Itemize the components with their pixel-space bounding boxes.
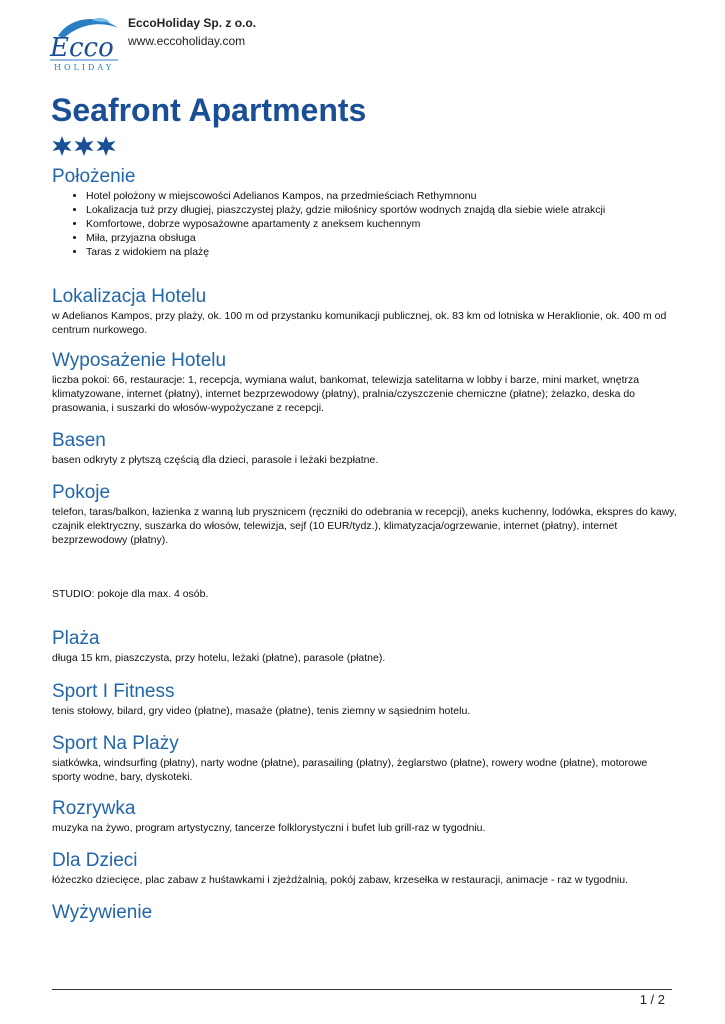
section-heading: Pokoje (52, 482, 111, 503)
svg-text:HOLIDAY: HOLIDAY (54, 63, 115, 72)
highlights-list (52, 189, 677, 259)
list-item: • Lokalizacja tuż przy długiej, piaszczystej plaży, gdzie miłośnicy sportów wodnych znajdą dla siebie wiele atrakcji (86, 203, 677, 217)
list-item: • Taras z widokiem na plażę (86, 245, 677, 259)
section-sport-plaza (52, 732, 677, 784)
section-basen (52, 429, 677, 467)
footer-divider (52, 989, 672, 990)
company-name: EccoHoliday Sp. z o.o. (128, 16, 257, 30)
section-wyposazenie (52, 349, 677, 415)
section-text: łóżeczko dziecięce, plac zabaw z huśtawkami i zjeżdżalnią, pokój zabaw, krzesełka w restauracji, animacje - raz w tygodniu. (52, 874, 629, 886)
section-plaza (52, 627, 677, 665)
section-heading: Basen (52, 430, 106, 451)
section-sport-fitness (52, 680, 677, 718)
section-wyzywienie (52, 901, 677, 925)
section-heading: Dla Dzieci (52, 850, 138, 871)
page-title: Seafront Apartments (51, 92, 367, 128)
section-text: telefon, taras/balkon, łazienka z wanną lub prysznicem (ręczniki do odebrania w recepcji), aneks kuchenny, lodówka, ekspres do kawy, czajnik elektryczny, suszarka do włosów, telewizja, sejf (10 EUR/tydz.), klimatyzacja/ogrzewanie, internet (płatny), internet bezprzewodowy (płatny). (52, 506, 677, 546)
section-text: w Adelianos Kampos, przy plaży, ok. 100 m od przystanku komunikacji publicznej, ok. 83 km od lotniska w Heraklionie, ok. 400 m od centrum nurkowego. (52, 310, 667, 336)
section-text: siatkówka, windsurfing (płatny), narty wodne (płatne), parasailing (płatny), żeglarstwo (płatne), rowery wodne (płatne), motorowe sporty wodne, bary, dyskoteki. (52, 757, 648, 783)
section-heading: Lokalizacja Hotelu (52, 286, 207, 307)
ecco-holiday-logo (48, 14, 120, 72)
svg-text:Ecco: Ecco (50, 33, 114, 63)
section-heading: Rozrywka (52, 798, 136, 819)
section-text: długa 15 km, piaszczysta, przy hotelu, leżaki (płatne), parasole (płatne). (52, 652, 386, 664)
list-item: • Hotel położony w miejscowości Adelianos Kampos, na przedmieściach Rethymnonu (86, 189, 677, 203)
page-header (48, 12, 688, 72)
section-dla-dzieci (52, 849, 677, 887)
page-number: 1 / 2 (639, 992, 665, 1007)
section-heading: Plaża (52, 628, 100, 649)
section-heading: Wyżywienie (52, 902, 153, 923)
star-icon (95, 135, 117, 157)
star-icon (51, 135, 73, 157)
section-text: muzyka na żywo, program artystyczny, tancerze folklorystyczni i bufet lub grill-raz w tygodniu. (52, 822, 486, 834)
section-rozrywka (52, 797, 677, 835)
section-heading: Sport Na Plaży (52, 733, 179, 754)
section-lokalizacja (52, 285, 677, 337)
section-heading: Wyposażenie Hotelu (52, 350, 227, 371)
section-pokoje (52, 481, 677, 601)
list-item: • Komfortowe, dobrze wyposażowne apartamenty z aneksem kuchennym (86, 217, 677, 231)
section-text: basen odkryty z płytszą częścią dla dzieci, parasole i leżaki bezpłatne. (52, 454, 379, 466)
section-heading: Sport I Fitness (52, 681, 175, 702)
list-item: • Miła, przyjazna obsługa (86, 231, 677, 245)
star-icon (73, 135, 95, 157)
section-polozenie (52, 165, 677, 259)
section-text: tenis stołowy, bilard, gry video (płatne), masaże (płatne), tenis ziemny w sąsiednim hotelu. (52, 705, 471, 717)
section-text: liczba pokoi: 66, restauracje: 1, recepcja, wymiana walut, bankomat, telewizja satelitarna w lobby i barze, mini market, wnętrza klimatyzowane, internet (płatny), internet bezprzewodowy (płatny), pralnia/czyszczenie chemiczne (płatne); żelazko, deska do prasowania, i suszarki do włosów-wypożyczane z recepcji. (52, 374, 640, 414)
section-heading: Położenie (52, 166, 136, 187)
star-rating (51, 135, 117, 159)
company-url[interactable]: www.eccoholiday.com (128, 34, 246, 48)
studio-note: STUDIO: pokoje dla max. 4 osób. (52, 588, 209, 600)
